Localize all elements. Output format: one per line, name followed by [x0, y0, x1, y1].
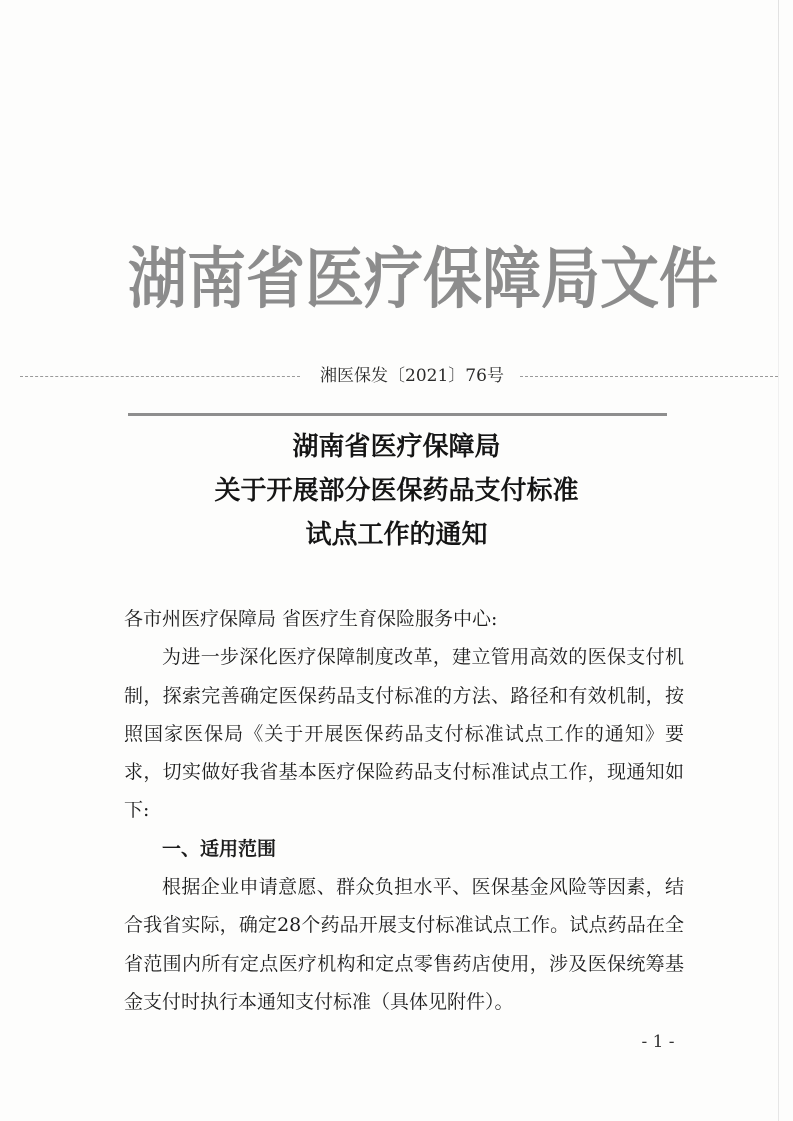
header-separator-rule: [128, 413, 667, 416]
notice-title-line-3: 试点工作的通知: [305, 520, 488, 550]
notice-title-line-1: 湖南省医疗保障局: [292, 432, 501, 462]
notice-title-line-2: 关于开展部分医保药品支付标准: [214, 476, 579, 506]
section-heading-scope: 一、适用范围: [162, 837, 277, 860]
intro-paragraph: 为进一步深化医疗保障制度改革，建立管用高效的医保支付机制，探索完善确定医保药品支付标准的方法、路径和有效机制，按照国家医保局《关于开展医保药品支付标准试点工作的通知》要求，切实做好我省基本医疗保险药品支付标准试点工作，现通知如下:: [124, 646, 684, 822]
notice-body: [124, 600, 684, 1021]
header-divider-left: [20, 376, 300, 377]
notice-title: [100, 425, 693, 557]
agency-header-title: 湖南省医疗保障局文件: [128, 239, 719, 318]
scan-edge-line: [778, 0, 779, 1121]
document-number: 湘医保发〔2021〕76号: [320, 366, 504, 386]
page-number: - 1 -: [641, 1032, 675, 1052]
scope-paragraph: 根据企业申请意愿、群众负担水平、医保基金风险等因素，结合我省实际，确定28个药品开展支付标准试点工作。试点药品在全省范围内所有定点医疗机构和定点零售药店使用，涉及医保统筹基金支付时执行本通知支付标准（具体见附件）。: [124, 876, 684, 1013]
addressee-line: 各市州医疗保障局 省医疗生育保险服务中心:: [124, 608, 498, 630]
header-divider-right: [520, 376, 778, 377]
